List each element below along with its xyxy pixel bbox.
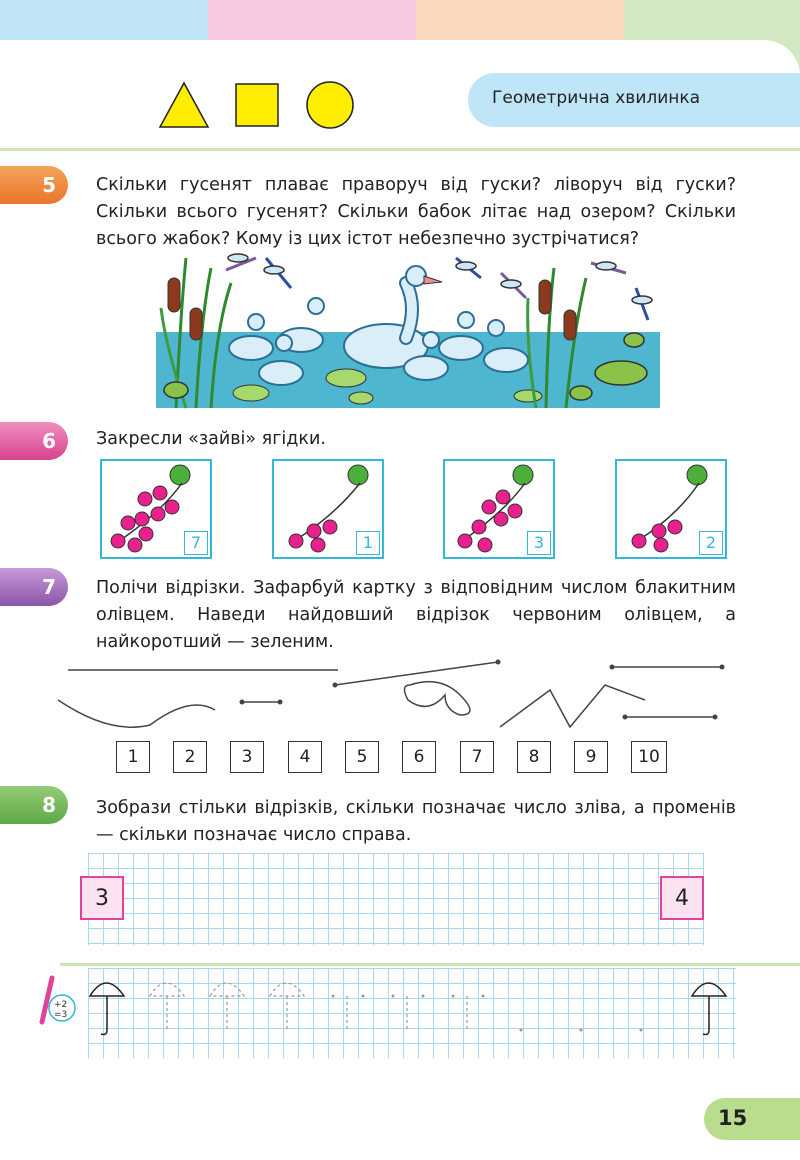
number-card[interactable]: 5	[345, 741, 379, 773]
berry-card[interactable]	[272, 459, 384, 559]
circle-icon	[307, 82, 353, 128]
handwriting-divider	[60, 963, 800, 966]
curve	[58, 700, 215, 727]
number-card[interactable]: 1	[116, 741, 150, 773]
number-card[interactable]: 9	[574, 741, 608, 773]
pond-illustration	[156, 248, 660, 410]
top-strip-green	[624, 0, 800, 40]
lily-pad	[514, 390, 542, 402]
umbrella-icon	[150, 983, 467, 1030]
task-5-text: Скільки гусенят плаває праворуч від гуски? ліворуч від гуски? Скільки всього гусенят? Скільки бабок літає над озером? Скільки всього жабок? Кому із цих істот небезпечно зустрічатися?	[96, 175, 736, 249]
left-number-box: 3	[80, 876, 124, 920]
top-strip-pink	[208, 0, 416, 40]
umbrella-icon	[692, 983, 726, 1035]
number-card[interactable]: 8	[517, 741, 551, 773]
number-card[interactable]: 7	[460, 741, 494, 773]
task-7-text: Полічи відрізки. Зафарбуй картку з відповідним числом блакитним олівцем. Наведи найдовший відрізок червоним олівцем, а найкоротший — зеленим.	[96, 578, 736, 652]
page-number: 15	[718, 1106, 748, 1130]
curve	[404, 682, 470, 715]
square-icon	[236, 84, 278, 126]
header-shapes	[150, 78, 360, 132]
segment	[335, 662, 498, 685]
berry-count-badge: 2	[699, 531, 723, 555]
task-number-7: 7	[0, 568, 68, 606]
section-title: Геометрична хвилинка	[492, 88, 701, 108]
berry-card[interactable]	[100, 459, 212, 559]
handwriting-pattern	[88, 968, 736, 1058]
task-number-8: 8	[0, 786, 68, 824]
right-number-box: 4	[660, 876, 704, 920]
number-card[interactable]: 3	[230, 741, 264, 773]
berry-count-badge: 1	[356, 531, 380, 555]
polyline	[500, 685, 645, 727]
lily-pad	[349, 392, 373, 404]
lily-pad	[233, 385, 269, 401]
svg-text:=3: =3	[54, 1010, 68, 1020]
number-card[interactable]: 4	[288, 741, 322, 773]
task-8-text: Зобрази стільки відрізків, скільки позначає число зліва, а променів — скільки позначає число справа.	[96, 798, 736, 845]
number-card[interactable]: 6	[402, 741, 436, 773]
dragonfly	[226, 254, 652, 320]
berry-count-badge: 7	[184, 531, 208, 555]
task-6-text: Закресли «зайві» ягідки.	[96, 429, 326, 449]
svg-text:+2: +2	[54, 1000, 68, 1010]
lily-pad	[326, 369, 366, 387]
berry-card[interactable]	[443, 459, 555, 559]
number-card[interactable]: 10	[631, 741, 667, 773]
pencil-math-icon	[34, 972, 78, 1028]
top-strip-peach	[416, 0, 624, 40]
task-number-6: 6	[0, 422, 68, 460]
task-number-5: 5	[0, 166, 68, 204]
segments-drawing	[50, 655, 750, 735]
berry-count-badge: 3	[527, 531, 551, 555]
drawing-grid[interactable]	[88, 853, 704, 945]
berry-card[interactable]	[615, 459, 727, 559]
header-divider	[0, 148, 800, 151]
umbrella-icon	[90, 983, 124, 1035]
number-card[interactable]: 2	[173, 741, 207, 773]
triangle-icon	[160, 83, 208, 127]
top-strip-blue	[0, 0, 208, 40]
